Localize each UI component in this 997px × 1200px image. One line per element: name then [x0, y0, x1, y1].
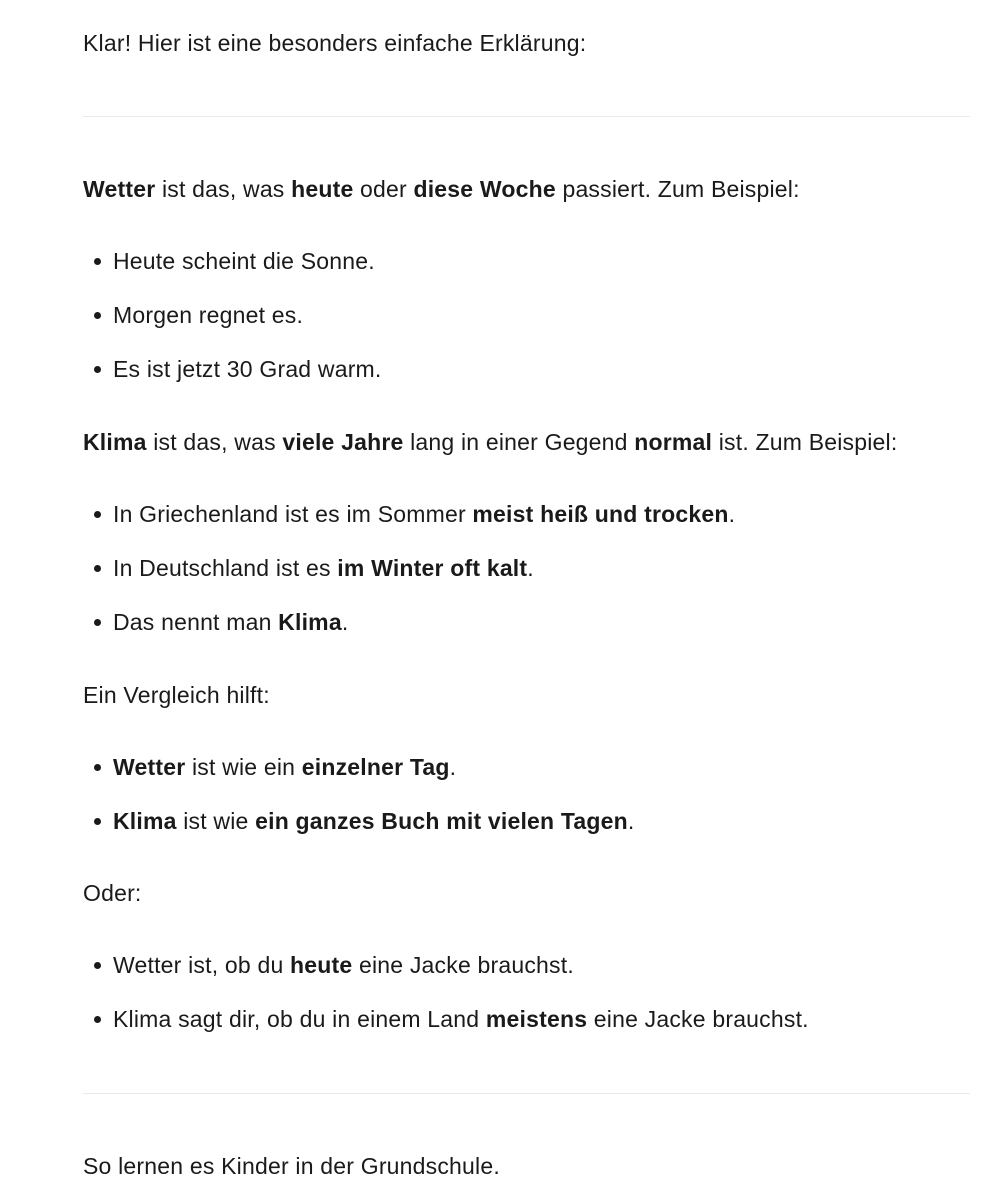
bullet-icon: [94, 818, 101, 825]
list-item: Wetter ist wie ein einzelner Tag.: [83, 752, 635, 806]
oder-list: [83, 950, 809, 1058]
vergleich-intro: Ein Vergleich hilft:: [83, 682, 270, 708]
list-item: Morgen regnet es.: [83, 300, 382, 354]
term-klima: Klima: [83, 429, 147, 455]
list-item: Klima sagt dir, ob du in einem Land meistens eine Jacke brauchst.: [83, 1004, 809, 1058]
bullet-icon: [94, 258, 101, 265]
vergleich-list: [83, 752, 635, 860]
bullet-icon: [94, 1016, 101, 1023]
divider-top: [83, 116, 970, 117]
bullet-icon: [94, 962, 101, 969]
list-item: Heute scheint die Sonne.: [83, 246, 382, 300]
bullet-icon: [94, 312, 101, 319]
bullet-icon: [94, 565, 101, 572]
list-item: Wetter ist, ob du heute eine Jacke brauchst.: [83, 950, 809, 1004]
divider-bottom: [83, 1093, 970, 1094]
klima-definition: Klima ist das, was viele Jahre lang in einer Gegend normal ist. Zum Beispiel:: [83, 429, 898, 455]
klima-example-list: [83, 499, 735, 661]
wetter-definition: Wetter ist das, was heute oder diese Woche passiert. Zum Beispiel:: [83, 176, 800, 202]
wetter-example-list: [83, 246, 382, 408]
list-item: In Griechenland ist es im Sommer meist heiß und trocken.: [83, 499, 735, 553]
intro-text: Klar! Hier ist eine besonders einfache Erklärung:: [83, 30, 587, 56]
closing-text: So lernen es Kinder in der Grundschule.: [83, 1153, 500, 1179]
list-item: In Deutschland ist es im Winter oft kalt.: [83, 553, 735, 607]
bullet-icon: [94, 511, 101, 518]
bullet-icon: [94, 366, 101, 373]
term-wetter: Wetter: [83, 176, 156, 202]
bullet-icon: [94, 764, 101, 771]
bullet-icon: [94, 619, 101, 626]
list-item: Es ist jetzt 30 Grad warm.: [83, 354, 382, 408]
list-item: Das nennt man Klima.: [83, 607, 735, 661]
oder-intro: Oder:: [83, 880, 142, 906]
list-item: Klima ist wie ein ganzes Buch mit vielen Tagen.: [83, 806, 635, 860]
